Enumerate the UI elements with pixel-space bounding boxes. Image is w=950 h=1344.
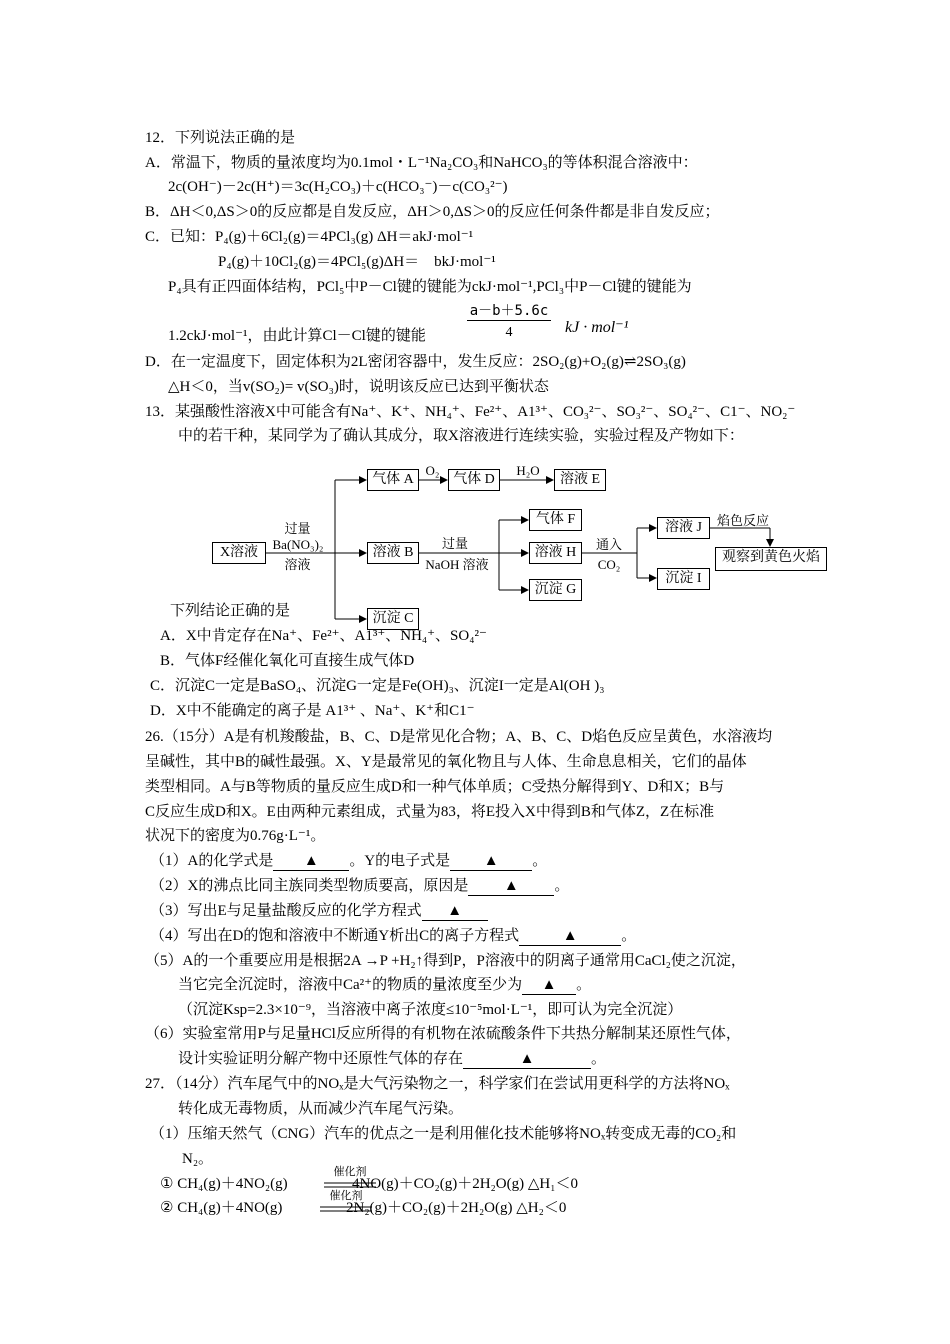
q27-para-line1: 27．（14分）汽车尾气中的NOₓ是大气污染物之一，科学家们在尝试用更科学的方法将NOₓ	[145, 1076, 730, 1092]
fraction-denominator: 4	[505, 325, 513, 340]
answer-blank-1[interactable]: ▲	[273, 852, 349, 871]
label-pass-in: 通入	[595, 537, 622, 552]
node-solution-b: 溶液 B	[367, 542, 419, 564]
node-gas-d: 气体 D	[448, 469, 500, 491]
q26-para-line3: 类型相同。A与B等物质的量反应生成D和一种气体单质；C受热分解得到Y、D和X；B与	[145, 779, 725, 795]
q26-sub1	[150, 851, 547, 871]
label-excess-2: 过量	[441, 536, 468, 551]
q12-option-a-line2: 2c(OH⁻)－2c(H⁺)＝3c(H₂CO₃)＋c(HCO₃⁻)－c(CO₃²⁻)	[168, 179, 508, 195]
period: 。	[554, 878, 570, 894]
q12-option-a-line1: A．常温下，物质的量浓度均为0.1mol・L⁻¹Na₂CO₃和NaHCO₃的等体积混合溶液中：	[145, 155, 698, 171]
period: 。	[576, 977, 592, 993]
node-solution-j: 溶液 J	[657, 517, 710, 539]
label-ba-no3: Ba(NO₃)₂	[272, 537, 324, 552]
q27-para-line2: 转化成无毒物质，从而减少汽车尾气污染。	[178, 1101, 464, 1117]
label-h2o: H₂O	[516, 463, 540, 478]
q27-sub1-line2: N₂。	[182, 1151, 214, 1167]
q12-option-c-line4: 1.2ckJ·mol⁻¹，由此计算Cl－Cl键的键能	[168, 328, 426, 344]
answer-blank-5[interactable]: ▲	[519, 927, 621, 946]
q26-sub1-text-b: 。Y的电子式是	[349, 853, 451, 869]
reaction-2-right: 2N₂(g)＋CO₂(g)＋2H₂O(g) △H₂＜0	[346, 1200, 567, 1216]
label-flame-test: 焰色反应	[716, 513, 769, 528]
q12-stem: 12．下列说法正确的是	[145, 130, 296, 146]
node-precipitate-g: 沉淀 G	[529, 579, 582, 601]
node-precipitate-c: 沉淀 C	[367, 608, 419, 630]
node-gas-f: 气体 F	[529, 509, 582, 531]
label-naoh-solution: NaOH 溶液	[425, 557, 489, 572]
period: 。	[591, 1051, 607, 1067]
q12-option-b: B．ΔH＜0,ΔS＞0的反应都是自发反应，ΔH＞0,ΔS＞0的反应任何条件都是非自发反应；	[145, 204, 720, 220]
q26-sub4	[150, 926, 636, 946]
answer-blank-3[interactable]: ▲	[468, 877, 554, 896]
q13-ask: 下列结论正确的是	[170, 603, 291, 619]
answer-blank-2[interactable]: ▲	[450, 852, 532, 871]
q12-option-d-line1: D．在一定温度下，固定体积为2L密闭容器中，发生反应：2SO₂(g)+O₂(g)⇌2SO₃(g)	[145, 354, 686, 370]
q13-stem-line1: 13．某强酸性溶液X中可能含有Na⁺、K⁺、NH₄⁺、Fe²⁺、A1³⁺、CO₃²⁻、SO₃²⁻、SO₄²⁻、C1⁻、NO₂⁻	[145, 404, 796, 420]
answer-blank-4[interactable]: ▲	[422, 902, 488, 921]
q26-sub3	[150, 901, 488, 921]
q26-sub2	[150, 876, 569, 896]
q12-option-c-line3: P₄具有正四面体结构，PCl₅中P－Cl键的键能为ckJ·mol⁻¹,PCl₃中P－Cl键的键能为	[168, 279, 692, 295]
q13-option-b: B．气体F经催化氧化可直接生成气体D	[160, 653, 415, 669]
q26-sub5-line2	[178, 975, 591, 995]
q12-option-c-line2: P₄(g)＋10Cl₂(g)＝4PCl₅(g)ΔH＝ bkJ·mol⁻¹	[218, 254, 496, 270]
q26-para-line1: 26.（15分）A是有机羧酸盐，B、C、D是常见化合物；A、B、C、D焰色反应呈黄色，水溶液均	[145, 729, 773, 745]
q12-option-c-line1: C．已知：P₄(g)＋6Cl₂(g)＝4PCl₃(g) ΔH＝akJ·mol⁻¹	[145, 229, 474, 245]
label-excess-1: 过量	[284, 521, 311, 536]
q26-sub5-text: 当它完全沉淀时，溶液中Ca²⁺的物质的量浓度至少为	[178, 977, 523, 993]
label-co2: CO₂	[597, 557, 621, 572]
fraction-unit: kJ · mol⁻¹	[565, 319, 629, 336]
q26-sub3-text: （3）写出E与足量盐酸反应的化学方程式	[150, 903, 422, 919]
q13-stem-line2: 中的若干种，某同学为了确认其成分，取X溶液进行连续实验，实验过程及产物如下：	[178, 428, 744, 444]
q13-option-c: C．沉淀C一定是BaSO₄、沉淀G一定是Fe(OH)₃、沉淀I一定是Al(OH )₃	[150, 678, 605, 694]
q26-sub6-line2	[178, 1049, 606, 1069]
label-o2: O₂	[425, 463, 440, 478]
node-x-solution: X溶液	[212, 542, 266, 564]
period: 。	[532, 853, 548, 869]
node-solution-h: 溶液 H	[529, 542, 582, 564]
period: 。	[621, 928, 637, 944]
q26-sub5-line1: （5）A的一个重要应用是根据2A →P +H₂↑得到P，P溶液中的阴离子通常用CaCl₂使之沉淀，	[145, 953, 746, 969]
q26-para-line4: C反应生成D和X。E由两种元素组成，式量为83，将E投入X中得到B和气体Z，Z在标准	[145, 804, 715, 820]
answer-blank-6[interactable]: ▲	[522, 976, 576, 995]
label-solution: 溶液	[284, 557, 311, 572]
catalyst-label-2: 催化剂	[329, 1190, 363, 1202]
q13-option-d: D．X中不能确定的离子是 A1³⁺ 、Na⁺、K⁺和C1⁻	[150, 703, 475, 719]
reaction-2-left: ② CH₄(g)＋4NO(g)	[160, 1200, 283, 1216]
q26-para-line2: 呈碱性，其中B的碱性最强。X、Y是最常见的氧化物且与人体、生命息息相关，它们的晶体	[145, 754, 747, 770]
q26-para-line5: 状况下的密度为0.76g·L⁻¹。	[145, 828, 326, 844]
reaction-1-left: ① CH₄(g)＋4NO₂(g)	[160, 1176, 288, 1192]
catalyst-label-1: 催化剂	[333, 1166, 367, 1178]
answer-blank-7[interactable]: ▲	[463, 1050, 591, 1069]
q26-sub6-line1: （6）实验室常用P与足量HCl反应所得的有机物在浓硫酸条件下共热分解制某还原性气体，	[145, 1026, 741, 1042]
q12-option-d-line2: △H＜0，当v(SO₂)= v(SO₃)时，说明该反应已达到平衡状态	[168, 379, 549, 395]
q26-sub6-text: 设计实验证明分解产物中还原性气体的存在	[178, 1051, 464, 1067]
reaction-1-right: 4NO(g)＋CO₂(g)＋2H₂O(g) △H₁＜0	[352, 1176, 578, 1192]
q27-sub1-line1: （1）压缩天然气（CNG）汽车的优点之一是利用催化技术能够将NOₓ转变成无毒的CO₂和	[150, 1126, 737, 1142]
fraction-numerator: a－b＋5.6c	[467, 302, 551, 321]
q26-sub4-text: （4）写出在D的饱和溶液中不断通Y析出C的离子方程式	[150, 928, 520, 944]
q26-sub2-text: （2）X的沸点比同主族同类型物质要高，原因是	[150, 878, 469, 894]
node-yellow-flame: 观察到黄色火焰	[715, 547, 827, 571]
q26-sub1-text-a: （1）A的化学式是	[150, 853, 274, 869]
node-solution-e: 溶液 E	[554, 469, 606, 491]
q26-sub5-note: （沉淀Ksp=2.3×10⁻⁹，当溶液中离子浓度≤10⁻⁵mol·L⁻¹，即可认为完全沉淀）	[178, 1002, 683, 1018]
q13-option-a: A．X中肯定存在Na⁺、Fe²⁺、A1³⁺、NH₄⁺、SO₄²⁻	[160, 628, 487, 644]
node-gas-a: 气体 A	[367, 469, 419, 491]
node-precipitate-i: 沉淀 I	[657, 568, 710, 590]
